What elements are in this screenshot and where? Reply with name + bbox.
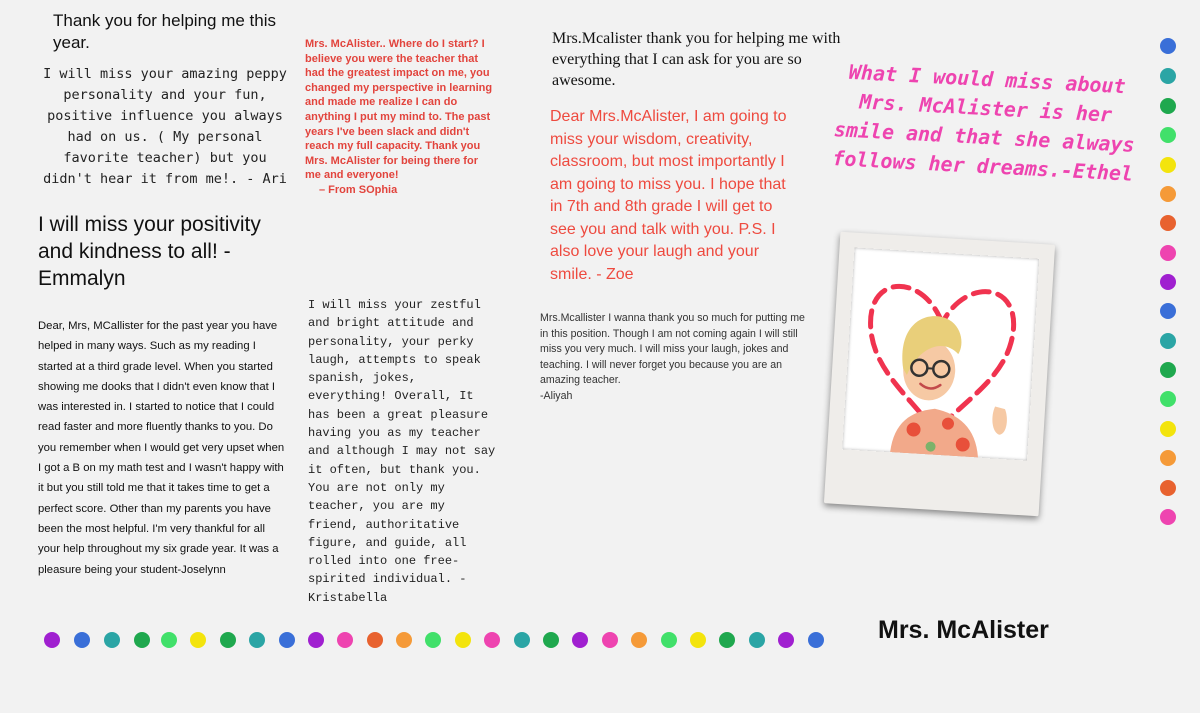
note-sophia-text: Mrs. McAlister.. Where do I start? I believe you were the teacher that had the greatest impact on me, you changed my perspective in learning and made me realize I can do anything I put my mind to. The past years I've been slack and didn't reach my full capacity. Thank you Mrs. McAlister for being there for me and everyone! bbox=[305, 37, 495, 183]
bitmoji-heart-illustration bbox=[842, 248, 1039, 461]
decorative-dot bbox=[1160, 509, 1176, 525]
decorative-dot bbox=[808, 632, 824, 648]
decorative-dot bbox=[44, 632, 60, 648]
decorative-dot bbox=[719, 632, 735, 648]
note-thank-you-awesome: Mrs.Mcalister thank you for helping me with everything that I can ask for you are so awesome. bbox=[552, 28, 842, 91]
decorative-dot bbox=[1160, 186, 1176, 202]
decorative-dot bbox=[1160, 245, 1176, 261]
decorative-dot bbox=[1160, 362, 1176, 378]
decorative-dot bbox=[602, 632, 618, 648]
note-thank-you: Thank you for helping me this year. bbox=[53, 10, 283, 54]
decorative-dot bbox=[1160, 215, 1176, 231]
decorative-dot bbox=[161, 632, 177, 648]
note-sophia bbox=[305, 37, 495, 198]
decorative-dot bbox=[308, 632, 324, 648]
decorative-dot bbox=[1160, 391, 1176, 407]
decorative-dot bbox=[337, 632, 353, 648]
note-kristabella: I will miss your zestful and bright attitude and personality, your perky laugh, attempts to speak spanish, jokes, everything! Overall, It has been a great pleasure having you as my teacher and although I may not say it often, but thank you. You are not only my teacher, you are my friend, authoritative figure, and guide, all rolled into one free- spirited individual. -Kristabella bbox=[308, 296, 498, 607]
decorative-dot bbox=[190, 632, 206, 648]
note-zoe: Dear Mrs.McAlister, I am going to miss your wisdom, creativity, classroom, but most importantly I am going to miss you. I hope that in 7th and 8th grade I will get to see you and talk with you. P.S. I also love your laugh and your smile. - Zoe bbox=[550, 106, 790, 286]
note-aliyah-signature: -Aliyah bbox=[540, 389, 810, 405]
decorative-dot bbox=[690, 632, 706, 648]
decorative-dot bbox=[1160, 480, 1176, 496]
decorative-dot bbox=[1160, 68, 1176, 84]
decorative-dot bbox=[1160, 333, 1176, 349]
decorative-dot bbox=[425, 632, 441, 648]
teacher-name-caption: Mrs. McAlister bbox=[878, 616, 1049, 645]
polaroid-frame bbox=[824, 232, 1055, 517]
decorative-dot bbox=[249, 632, 265, 648]
decorative-dot bbox=[1160, 98, 1176, 114]
decorative-dot bbox=[367, 632, 383, 648]
decorative-dot bbox=[749, 632, 765, 648]
decorative-dot bbox=[631, 632, 647, 648]
decorative-dot bbox=[396, 632, 412, 648]
decorative-dot bbox=[220, 632, 236, 648]
decorative-dot bbox=[1160, 450, 1176, 466]
decorative-dot bbox=[484, 632, 500, 648]
decorative-dot bbox=[1160, 127, 1176, 143]
decorative-dot bbox=[778, 632, 794, 648]
note-aliyah bbox=[540, 311, 810, 405]
note-ethel: What I would miss about Mrs. McAlister is her smile and that she always follows her dreams.-Ethel bbox=[822, 57, 1148, 190]
note-aliyah-text: Mrs.Mcallister I wanna thank you so much for putting me in this position. Though I am not coming again I will still miss you very much. I will miss your laugh, jokes and teaching. I will never forget you because you are an amazing teacher. bbox=[540, 311, 810, 389]
decorative-dot bbox=[455, 632, 471, 648]
decorative-dot bbox=[1160, 38, 1176, 54]
decorative-dot bbox=[1160, 303, 1176, 319]
decorative-dot bbox=[1160, 421, 1176, 437]
note-joselynn: Dear, Mrs, MCallister for the past year you have helped in many ways. Such as my reading I started at a third grade level. When you started showing me dooks that I didn't even know that I was interested in. I started to notice that I could read faster and more fluently thanks to you. Do you remember when I would get very upset when I got a B on my math test and I wasn't happy with it but you still told me that it takes time to get a perfect score. Other than my parents you have been the most helpful. I'm very thankful for all your help throughout my six grade year. It was a pleasure being your student-Joselynn bbox=[38, 316, 288, 580]
decorative-dot bbox=[74, 632, 90, 648]
decorative-dot bbox=[1160, 274, 1176, 290]
note-ari: I will miss your amazing peppy personality and your fun, positive influence you always had on us. ( My personal favorite teacher) but you didn't hear it from me!. - Ari bbox=[40, 64, 290, 190]
note-sophia-signature: – From SOphia bbox=[305, 183, 495, 198]
decorative-dot bbox=[661, 632, 677, 648]
decorative-dot bbox=[543, 632, 559, 648]
decorative-dot bbox=[1160, 157, 1176, 173]
decorative-dot bbox=[104, 632, 120, 648]
teacher-photo bbox=[842, 248, 1039, 461]
decorative-dot bbox=[134, 632, 150, 648]
decorative-dot bbox=[514, 632, 530, 648]
decorative-dot bbox=[572, 632, 588, 648]
avatar-hand bbox=[991, 406, 1007, 435]
note-emmalyn: I will miss your positivity and kindness to all! -Emmalyn bbox=[38, 211, 288, 292]
decorative-dot bbox=[279, 632, 295, 648]
